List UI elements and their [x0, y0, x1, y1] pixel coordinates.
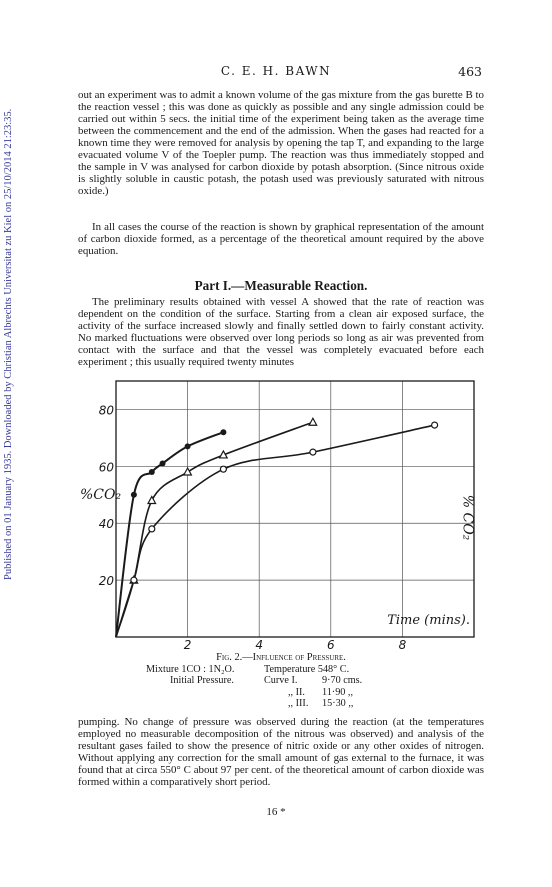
- caption-temperature: Temperature 548° C.: [264, 663, 350, 675]
- data-point: [149, 469, 155, 475]
- section-heading: Part I.—Measurable Reaction.: [194, 278, 368, 293]
- pressure-chart: [60, 375, 480, 651]
- y-tick-label: 80: [98, 403, 114, 418]
- paragraph-pumping: pumping. No change of pressure was observed during the reaction (at the temperatures employed no measurable decomposition of the nitrous was observed) and analysis of the resultant gases failed to show the presence of nitric oxide or any other oxides of nitrogen. Without applying any correction for the small amount of gas external to the furnace, it was found that at circa 550° C about 97 per cent. of the theoretical amount of carbon dioxide was formed within a comparatively short period.: [78, 716, 484, 788]
- paragraph-representation: In all cases the course of the reaction is shown by graphical representation of the amount of carbon dioxide formed, as a percentage of the theoretical amount required by the above equation.: [78, 221, 484, 257]
- data-point: [220, 429, 226, 435]
- y-axis-label-right: % CO₂: [459, 494, 476, 541]
- y-tick-label: 60: [98, 460, 114, 475]
- data-point: [184, 468, 192, 475]
- download-stamp: [3, 60, 17, 580]
- caption-title: Fig. 2.—Influence of Pressure.: [216, 652, 346, 663]
- data-point: [310, 449, 316, 455]
- data-point: [148, 496, 156, 503]
- data-point: [309, 418, 317, 425]
- x-axis-label: Time (mins).: [387, 613, 470, 629]
- figure-2: [60, 375, 480, 651]
- data-point: [160, 460, 166, 466]
- data-point: [149, 526, 155, 532]
- data-point: [185, 443, 191, 449]
- page-number: 463: [458, 64, 482, 79]
- page-signature: 16 *: [266, 806, 286, 818]
- running-head-author: C. E. H. BAWN: [220, 64, 332, 78]
- paragraph-procedure: out an experiment was to admit a known volume of the gas mixture from the gas burette B to the reaction vessel ; this was done as quickly as possible and any single admission could be carried out within 5 secs. the initial time of the experiment being taken as the average time between the commencement and the end of the admission. When the gases had reacted for a known time they were removed for analysis by opening the tap T, and expanding to the large evacuated volume V of the Toepler pump. The reaction was thus immediately stopped and the sample in V was analysed for carbon dioxide by potash absorption. (Since nitrous oxide is slightly soluble in caustic potash, the potash used was previously saturated with nitrous oxide.): [78, 89, 484, 197]
- series-III: [116, 422, 438, 637]
- series-line: [116, 422, 313, 637]
- caption-mixture: Mixture 1CO : 1N₂O.: [146, 663, 235, 675]
- y-axis-label: %CO₂: [80, 486, 122, 503]
- data-point: [432, 422, 438, 428]
- data-point: [220, 466, 226, 472]
- caption-curve1-value: 9·70 cms.: [322, 675, 363, 686]
- x-tick-label: 4: [255, 638, 264, 651]
- y-tick-label: 20: [98, 574, 114, 589]
- series-line: [116, 432, 223, 637]
- caption-curve2-label: ,, II.: [288, 686, 305, 698]
- running-head: [0, 64, 552, 80]
- series-II: [116, 418, 317, 637]
- paragraph-preliminary-results: The preliminary results obtained with vessel A showed that the rate of reaction was dependent on the condition of the surface. Starting from a clean air exposed surface, the activity of the surface increased slowly and finally settled down to fairly constant activity. No marked fluctuations were observed over long periods so long as air was prevented from contact with the surface and that the vessel was completely evacuated before each experiment ; this usually required twenty minutes: [78, 296, 484, 368]
- download-stamp-text: Published on 01 January 1935. Downloaded by Christian Albrechts Universitat zu Kiel on 25/10/2014 21:23:35.: [3, 108, 14, 580]
- x-tick-label: 2: [183, 638, 192, 651]
- y-tick-label: 40: [98, 517, 114, 532]
- x-tick-label: 6: [326, 638, 335, 651]
- caption-initial-pressure: Initial Pressure.: [170, 675, 234, 686]
- caption-curve1-label: Curve I.: [264, 675, 298, 686]
- x-tick-label: 8: [398, 638, 407, 651]
- series-line: [116, 425, 435, 637]
- caption-curve3-value: 15·30 ,,: [322, 698, 354, 709]
- figure-caption: [78, 652, 484, 710]
- caption-curve3-label: ,, III.: [288, 698, 309, 709]
- caption-curve2-value: 11·90 ,,: [322, 686, 354, 698]
- data-point: [131, 492, 137, 498]
- data-point: [131, 577, 137, 583]
